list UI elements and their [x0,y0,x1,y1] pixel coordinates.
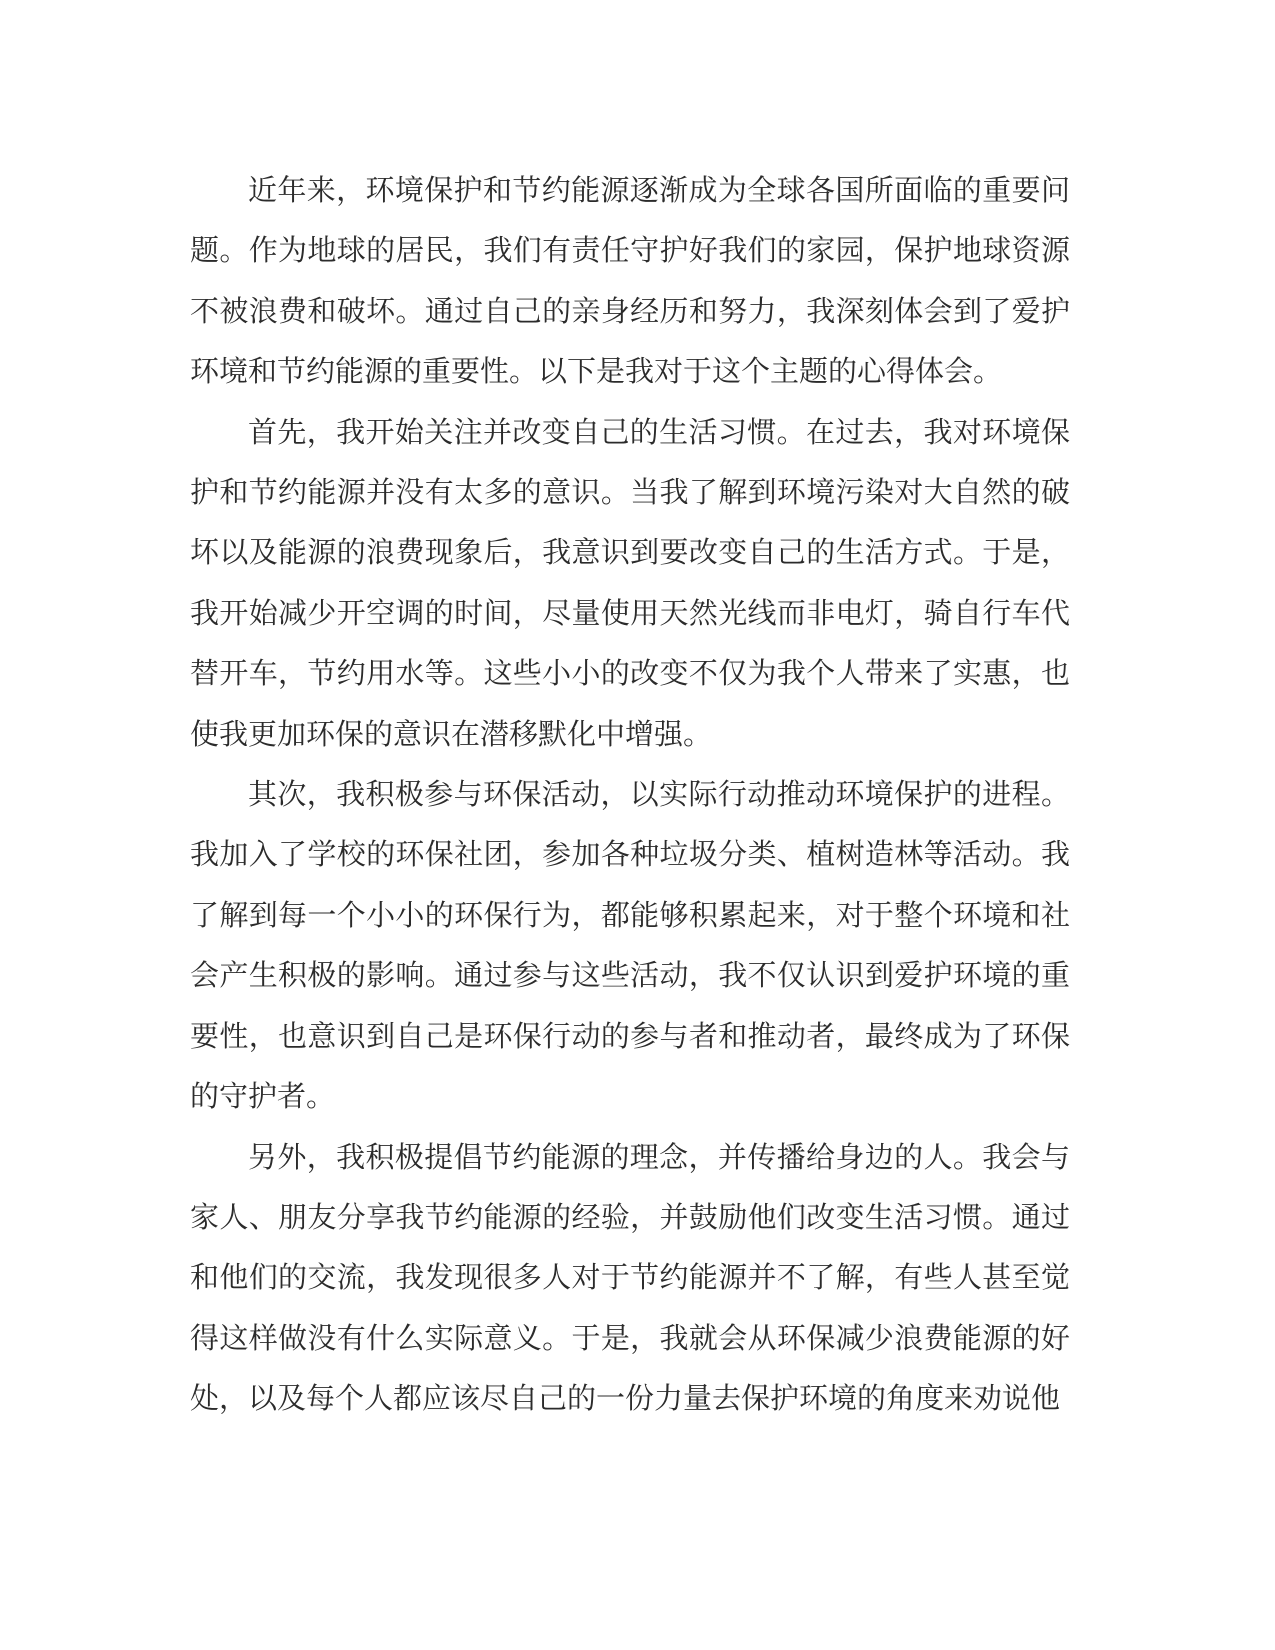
body-text [190,160,1070,1429]
paragraph-first: 首先，我开始关注并改变自己的生活习惯。在过去，我对环境保护和节约能源并没有太多的意识。当我了解到环境污染对大自然的破坏以及能源的浪费现象后，我意识到要改变自己的生活方式。于是，我开始减少开空调的时间，尽量使用天然光线而非电灯，骑自行车代替开车，节约用水等。这些小小的改变不仅为我个人带来了实惠，也使我更加环保的意识在潜移默化中增强。 [190,414,1070,751]
paragraph-intro: 近年来，环境保护和节约能源逐渐成为全球各国所面临的重要问题。作为地球的居民，我们有责任守护好我们的家园，保护地球资源不被浪费和破坏。通过自己的亲身经历和努力，我深刻体会到了爱护环境和节约能源的重要性。以下是我对于这个主题的心得体会。 [190,173,1070,389]
paragraph-second: 其次，我积极参与环保活动，以实际行动推动环境保护的进程。我加入了学校的环保社团，参加各种垃圾分类、植树造林等活动。我了解到每一个小小的环保行为，都能够积累起来，对于整个环境和社会产生积极的影响。通过参与这些活动，我不仅认识到爱护环境的重要性，也意识到自己是环保行动的参与者和推动者，最终成为了环保的守护者。 [190,777,1070,1114]
paragraph-third: 另外，我积极提倡节约能源的理念，并传播给身边的人。我会与家人、朋友分享我节约能源的经验，并鼓励他们改变生活习惯。通过和他们的交流，我发现很多人对于节约能源并不了解，有些人甚至觉得这样做没有什么实际意义。于是，我就会从环保减少浪费能源的好处，以及每个人都应该尽自己的一份力量去保护环境的角度来劝说他 [190,1139,1070,1416]
